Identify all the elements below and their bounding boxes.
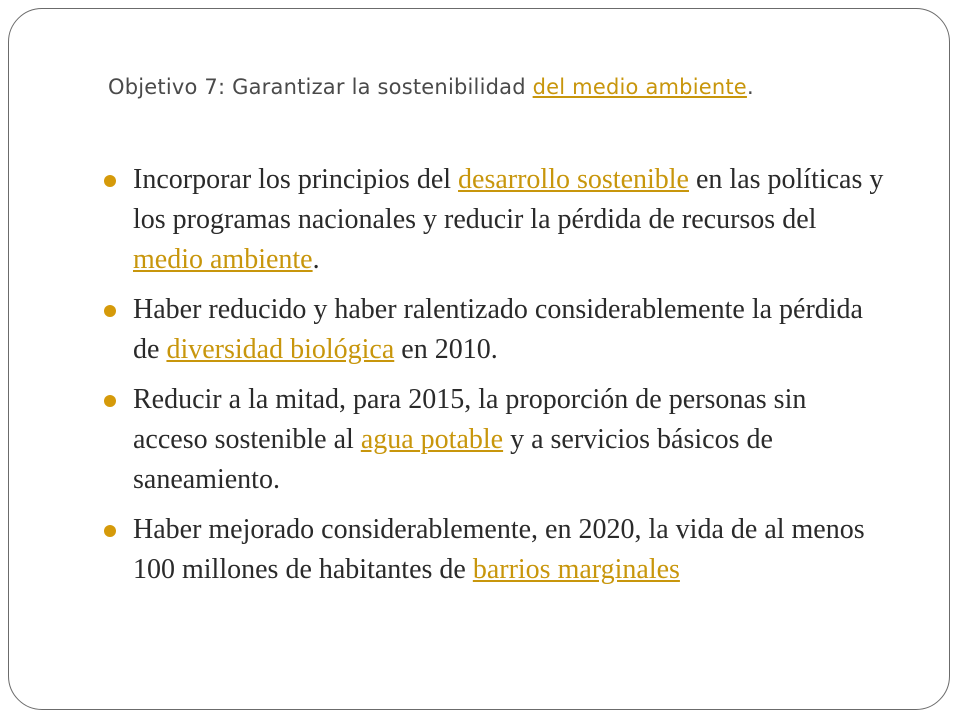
bullet-3-text-b: y a servicios básicos de saneamiento.	[133, 424, 773, 495]
bullet-item-3	[104, 380, 884, 500]
bullet-3-text-a: Reducir a la mitad, para 2015, la proporción de personas sin acceso sostenible al	[133, 384, 807, 455]
bullet-item-4	[104, 510, 884, 590]
bullet-item-2	[104, 290, 884, 370]
bullet-2-text-a: Haber reducido y haber ralentizado considerablemente la pérdida de	[133, 294, 863, 365]
link-agua-potable[interactable]: agua potable	[360, 424, 504, 455]
bullet-2-text-b: en 2010.	[394, 334, 498, 365]
link-medio-ambiente[interactable]: medio ambiente	[133, 244, 313, 275]
bullet-dot-icon	[104, 525, 116, 537]
link-diversidad-biologica[interactable]: diversidad biológica	[166, 334, 395, 365]
link-barrios-marginales[interactable]: barrios marginales	[472, 554, 680, 585]
bullet-1-text-b: en las políticas y los programas nacionales y reducir la pérdida de recursos del	[133, 164, 884, 235]
link-desarrollo-sostenible[interactable]: desarrollo sostenible	[458, 164, 689, 195]
title-link-medio-ambiente[interactable]: del medio ambiente	[532, 75, 747, 99]
bullet-item-1	[104, 160, 884, 280]
title-suffix: .	[746, 75, 754, 99]
bullet-4-text-a: Haber mejorado considerablemente, en 2020, la vida de al menos 100 millones de habitantes de	[133, 514, 865, 585]
bullet-dot-icon	[104, 305, 116, 317]
bullet-1-text-c: .	[312, 244, 320, 275]
bullet-1-text-a: Incorporar los principios del	[133, 164, 459, 195]
bullet-dot-icon	[104, 175, 116, 187]
title-text: Objetivo 7: Garantizar la sostenibilidad	[108, 75, 533, 99]
bullet-dot-icon	[104, 395, 116, 407]
bullet-list	[104, 160, 884, 600]
slide-title	[108, 75, 908, 99]
